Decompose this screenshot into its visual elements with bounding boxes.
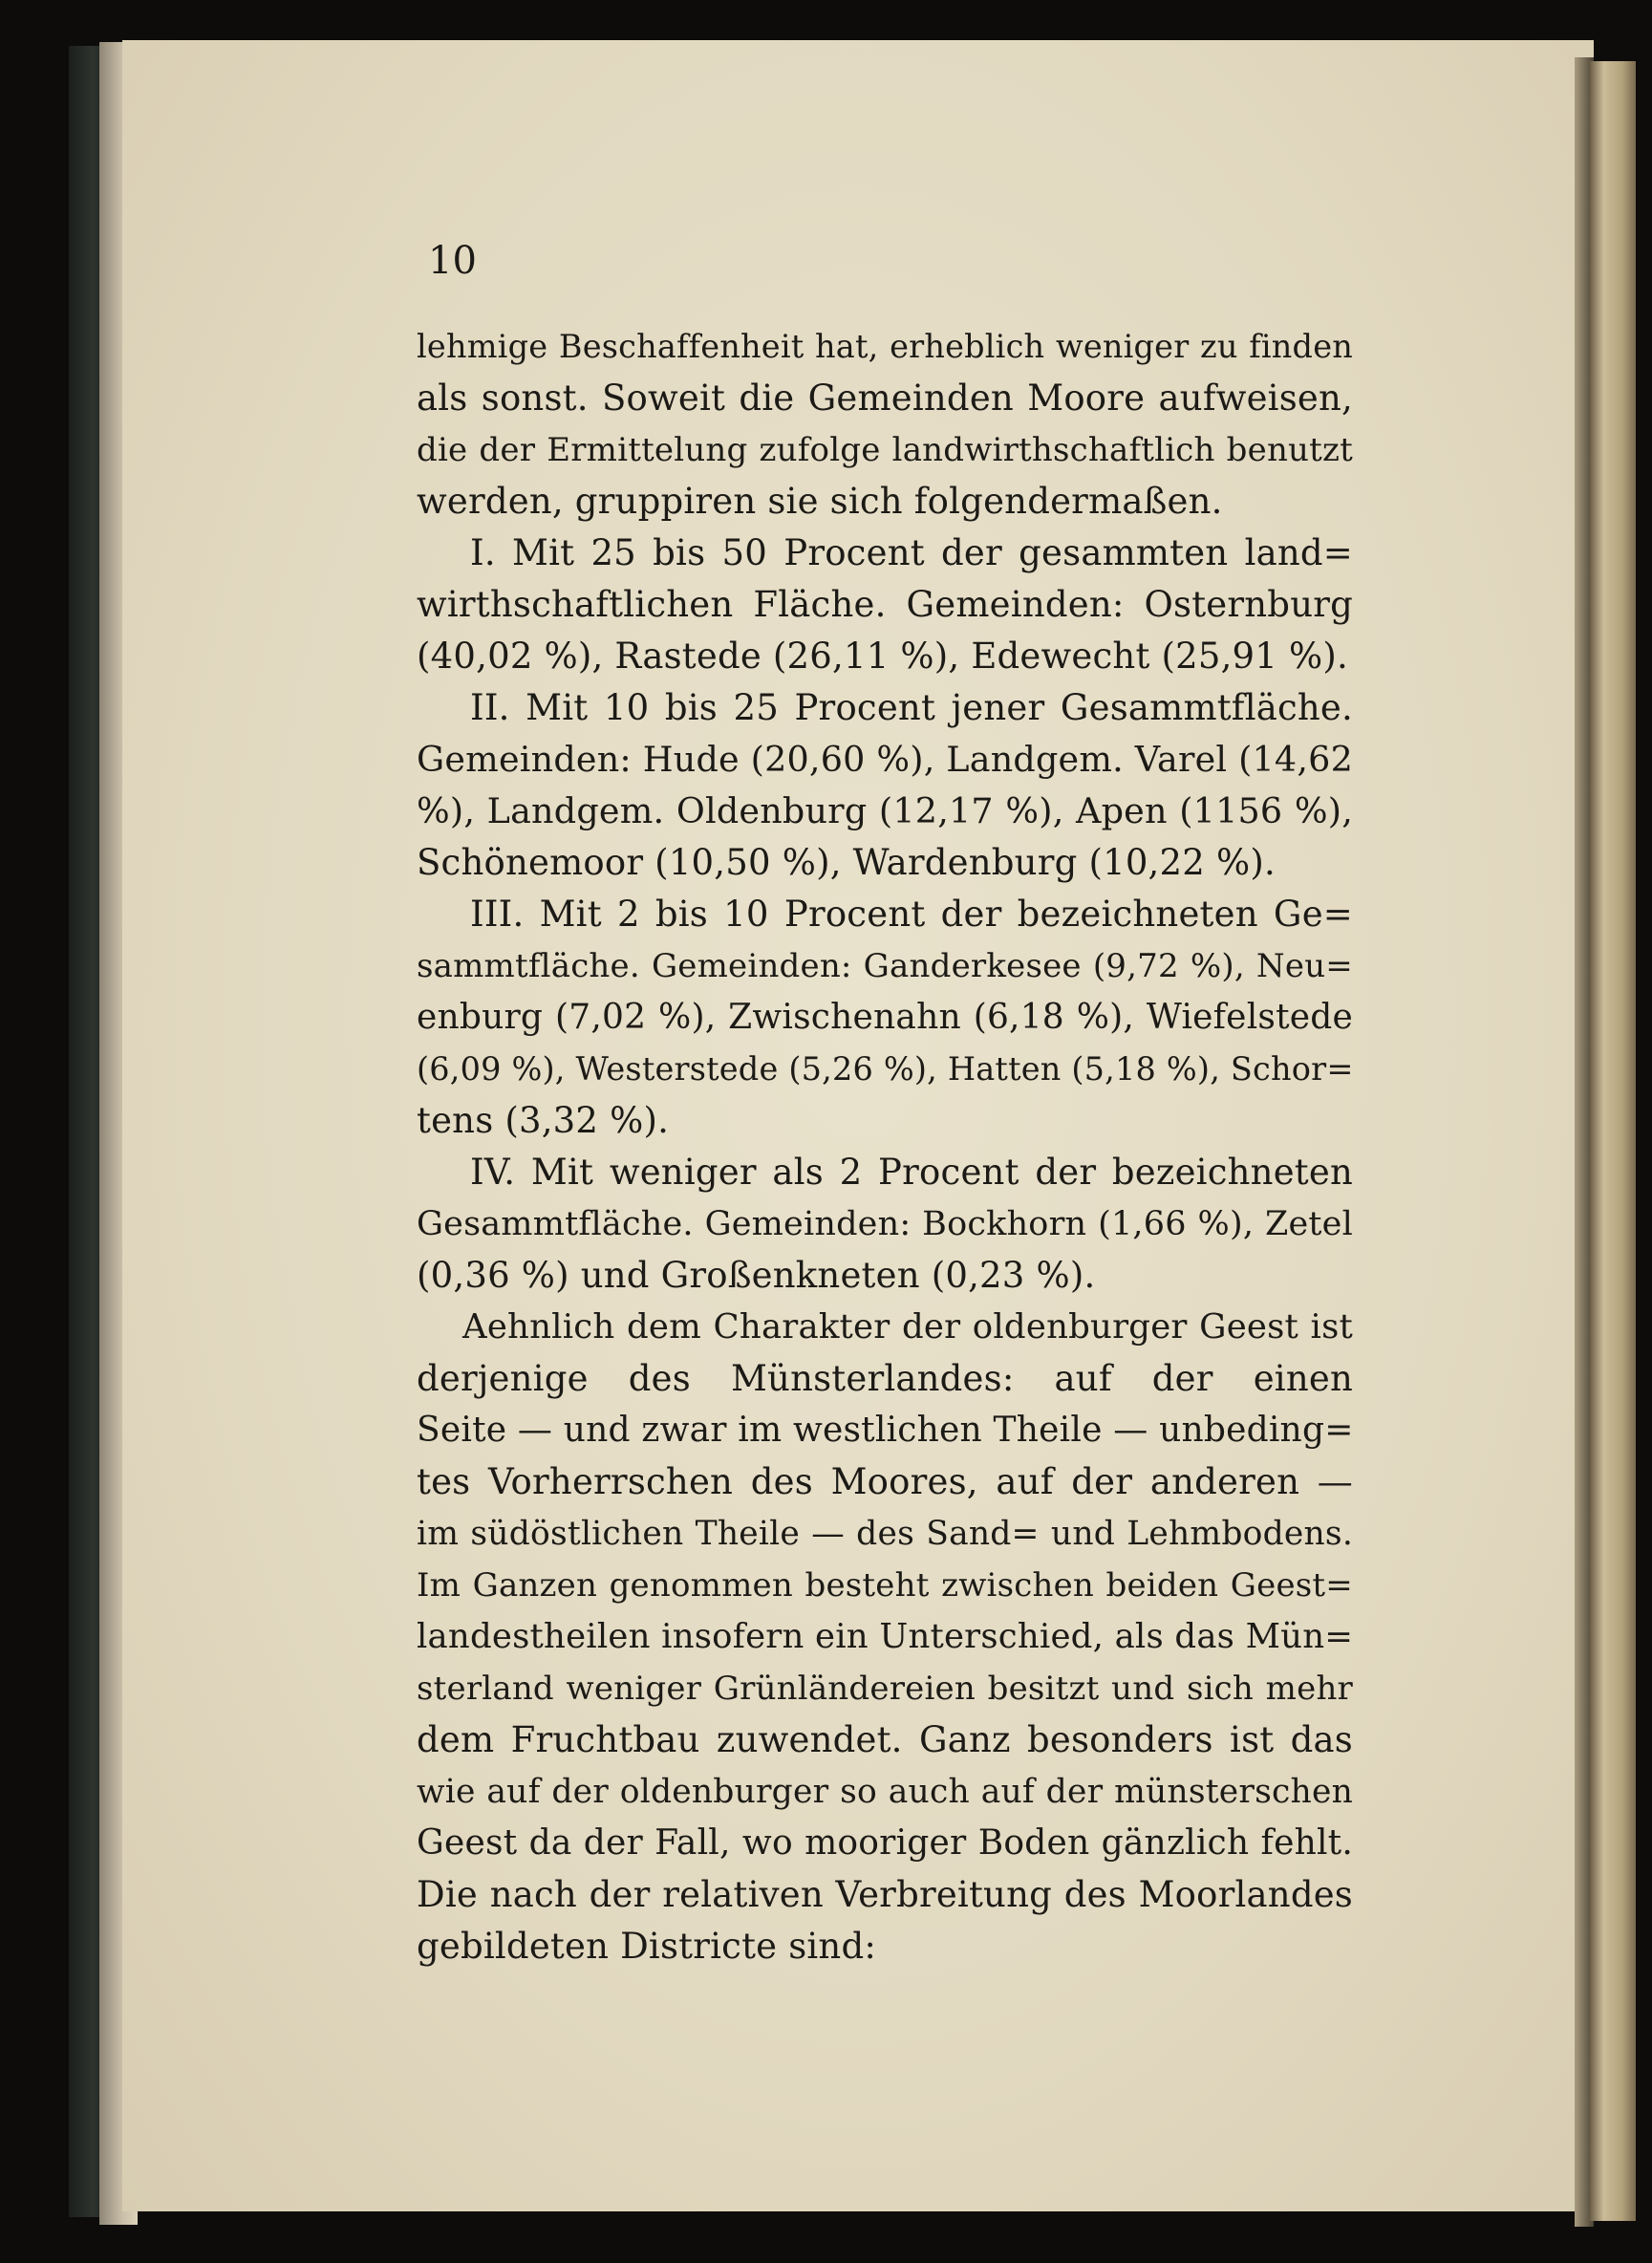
text-line: enburg (7,02 %), Zwischenahn (6,18 %), Wiefelstede	[417, 998, 1353, 1037]
text-line: gebildeten Districte sind:	[417, 1926, 876, 1967]
text-line: wirthschaftlichen Fläche. Gemeinden: Osternburg	[417, 584, 1353, 625]
text-line: III. Mit 2 bis 10 Procent der bezeichneten Ge=	[470, 894, 1353, 935]
text-line: Geest da der Fall, wo mooriger Boden gänzlich fehlt.	[417, 1823, 1353, 1863]
text-line: (0,36 %) und Großenkneten (0,23 %).	[417, 1255, 1096, 1296]
text-line: lehmige Beschaffenheit hat, erheblich weniger zu finden	[417, 328, 1353, 365]
text-line: dem Fruchtbau zuwendet. Ganz besonders ist das	[417, 1719, 1353, 1760]
text-line: im südöstlichen Theile — des Sand= und Lehmbodens.	[417, 1515, 1353, 1553]
text-line: I. Mit 25 bis 50 Procent der gesammten land=	[470, 532, 1353, 573]
text-line: Schönemoor (10,50 %), Wardenburg (10,22 %).	[417, 842, 1276, 883]
body-text	[417, 321, 1353, 1984]
text-line: Die nach der relativen Verbreitung des Moorlandes	[417, 1874, 1353, 1915]
page-number: 10	[428, 239, 477, 283]
text-line: wie auf der oldenburger so auch auf der münsterschen	[417, 1773, 1353, 1811]
text-line: Aehnlich dem Charakter der oldenburger Geest ist	[462, 1307, 1353, 1347]
text-line: landestheilen insofern ein Unterschied, als das Mün=	[417, 1617, 1354, 1656]
text-line: Gemeinden: Hude (20,60 %), Landgem. Varel (14,62	[417, 739, 1353, 780]
text-line: %), Landgem. Oldenburg (12,17 %), Apen (1156 %),	[417, 790, 1353, 831]
text-line: derjenige des Münsterlandes: auf der einen	[417, 1358, 1353, 1399]
text-line: Gesammtfläche. Gemeinden: Bockhorn (1,66 %), Zetel	[417, 1205, 1353, 1243]
text-line: (40,02 %), Rastede (26,11 %), Edewecht (25,91 %).	[417, 636, 1348, 677]
text-line: die der Ermittelung zufolge landwirthschaftlich benutzt	[417, 431, 1353, 469]
text-line: werden, gruppiren sie sich folgendermaßen.	[417, 481, 1223, 522]
text-line: sammtfläche. Gemeinden: Ganderkesee (9,72 %), Neu=	[417, 947, 1353, 985]
next-page-edge	[1590, 61, 1636, 2221]
text-line: IV. Mit weniger als 2 Procent der bezeichneten	[470, 1152, 1353, 1193]
text-line: als sonst. Soweit die Gemeinden Moore aufweisen,	[417, 377, 1353, 419]
text-line: II. Mit 10 bis 25 Procent jener Gesammtfläche.	[470, 687, 1353, 728]
text-line: Seite — und zwar im westlichen Theile — unbeding=	[417, 1411, 1354, 1450]
text-line: (6,09 %), Westerstede (5,26 %), Hatten (5,18 %), Schor=	[417, 1050, 1354, 1088]
text-line: Im Ganzen genommen besteht zwischen beiden Geest=	[417, 1566, 1353, 1605]
text-line: sterland weniger Grünländereien besitzt und sich mehr	[417, 1670, 1353, 1708]
text-line: tens (3,32 %).	[417, 1100, 670, 1141]
text-line: tes Vorherrschen des Moores, auf der anderen —	[417, 1461, 1353, 1502]
